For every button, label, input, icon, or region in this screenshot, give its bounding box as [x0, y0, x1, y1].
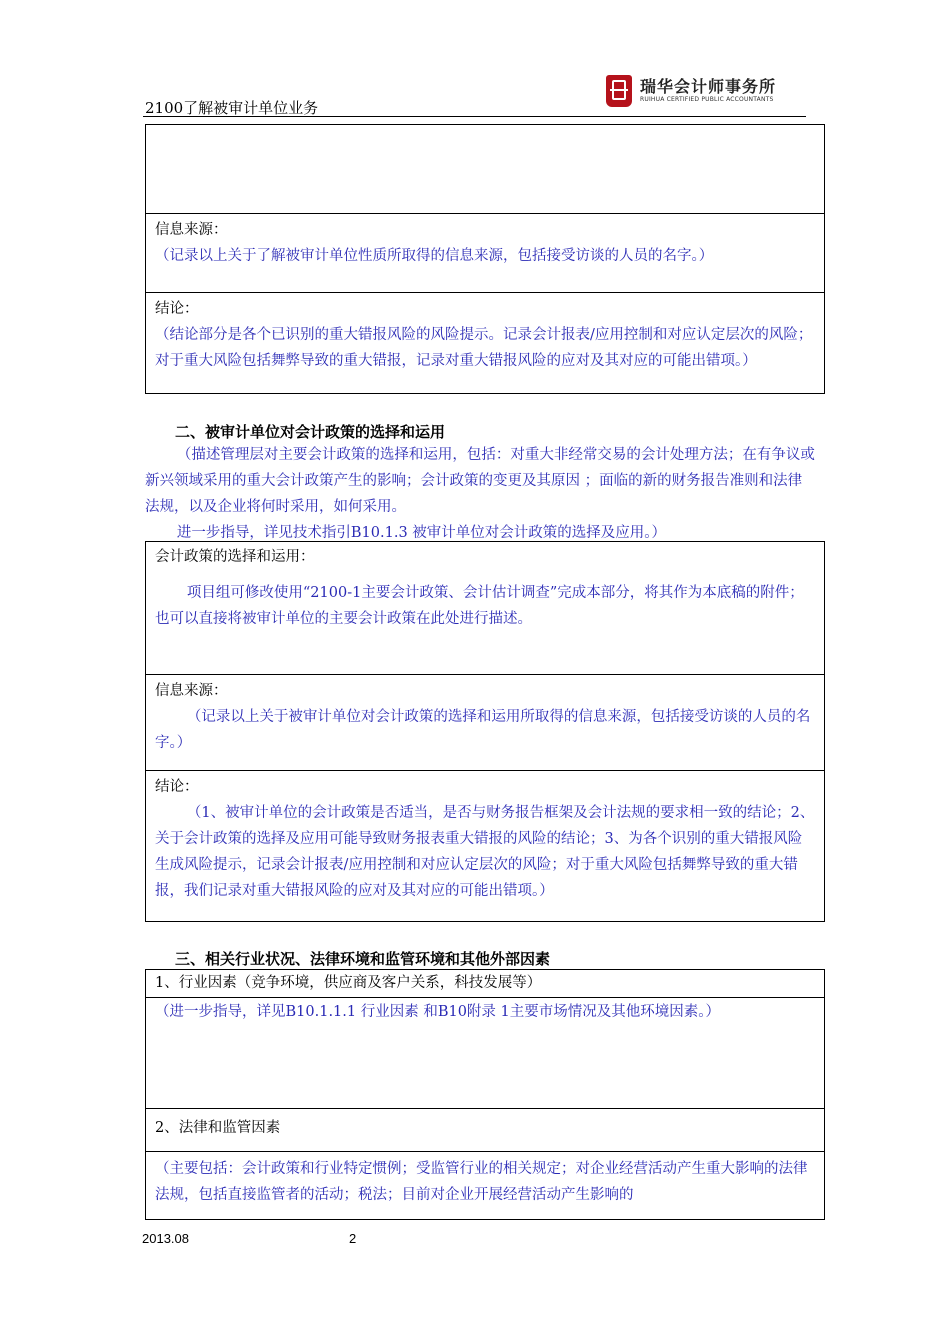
section2-conclusion-label: 结论： [155, 779, 199, 795]
section2-conclusion-row [146, 770, 824, 921]
firm-name-cn: 瑞华会计师事务所 [640, 77, 777, 96]
footer-date: 2013.08 [142, 1231, 189, 1246]
section2-heading: 二、被审计单位对会计政策的选择和运用 [175, 423, 446, 441]
section1-source-row [146, 213, 824, 292]
section3-legal-row [146, 1151, 824, 1219]
section2-conclusion-text: （1、被审计单位的会计政策是否适当，是否与财务报告框架及会计法规的要求相一致的结论；2、关于会计政策的选择及应用可能导致财务报表重大错报的风险的结论；3、为各个识别的重大错报风险生成风险提示，记录会计报表/应用控制和对应认定层次的风险；对于重大风险包括舞弊导致的重大错报，我们记录对重大错报风险的应对及其对应的可能出错项。） [155, 805, 815, 899]
section2-policy-row [146, 542, 824, 674]
section3-industry-row [146, 997, 824, 1108]
section1-source-text: （记录以上关于了解被审计单位性质所取得的信息来源，包括接受访谈的人员的名字。） [155, 248, 714, 264]
page-number: 2 [349, 1231, 357, 1246]
firm-name-en: RUIHUA CERTIFIED PUBLIC ACCOUNTANTS [640, 96, 774, 103]
firm-logo [606, 74, 806, 108]
document-title: 2100了解被审计单位业务 [145, 99, 319, 117]
section2-intro [145, 442, 815, 546]
section2-policy-text: 项目组可修改使用“2100-1主要会计政策、会计估计调查”完成本部分，将其作为本底稿的附件；也可以直接将被审计单位的主要会计政策在此处进行描述。 [155, 585, 804, 627]
section2-policy-label: 会计政策的选择和运用： [155, 549, 315, 565]
section3-table [145, 969, 825, 1220]
section2-source-row [146, 674, 824, 770]
section3-heading: 三、相关行业状况、法律环境和监管环境和其他外部因素 [175, 950, 551, 968]
section1-conclusion-text: （结论部分是各个已识别的重大错报风险的风险提示。记录会计报表/应用控制和对应认定层次的风险；对于重大风险包括舞弊导致的重大错报，记录对重大错报风险的应对及其对应的可能出错项。） [155, 327, 813, 369]
section1-conclusion-row [146, 292, 824, 393]
section2-intro-guidance: 进一步指导，详见技术指引B10.1.3 被审计单位对会计政策的选择及应用。） [176, 525, 667, 541]
section3-industry-text: （进一步指导，详见B10.1.1.1 行业因素 和B10附录 1主要市场情况及其他环境因素。） [155, 1004, 721, 1020]
section1-empty-row [146, 125, 824, 213]
section1-source-label: 信息来源： [155, 222, 228, 238]
section3-legal-text: （主要包括：会计政策和行业特定惯例；受监管行业的相关规定；对企业经营活动产生重大影响的法律法规，包括直接监管者的活动；税法；目前对企业开展经营活动产生影响的 [155, 1161, 808, 1203]
section3-industry-label-row [146, 970, 824, 997]
section3-industry-label: 1、行业因素（竞争环境，供应商及客户关系，科技发展等） [155, 975, 542, 991]
section2-source-text: （记录以上关于被审计单位对会计政策的选择和运用所取得的信息来源，包括接受访谈的人员的名字。） [155, 709, 811, 751]
section2-table [145, 541, 825, 922]
header-divider [143, 116, 806, 117]
section1-conclusion-label: 结论： [155, 301, 199, 317]
section2-intro-paragraph: （描述管理层对主要会计政策的选择和运用，包括：对重大非经常交易的会计处理方法；在有争议或新兴领域采用的重大会计政策产生的影响；会计政策的变更及其原因 ；面临的新的财务报告准则和法律法规，以及企业将何时采用，如何采用。 [145, 447, 815, 515]
section1-table [145, 124, 825, 394]
section3-legal-label-row [146, 1108, 824, 1151]
section2-source-label: 信息来源： [155, 683, 228, 699]
section3-legal-label: 2、法律和监管因素 [155, 1120, 281, 1136]
firm-logo-icon [606, 75, 632, 107]
